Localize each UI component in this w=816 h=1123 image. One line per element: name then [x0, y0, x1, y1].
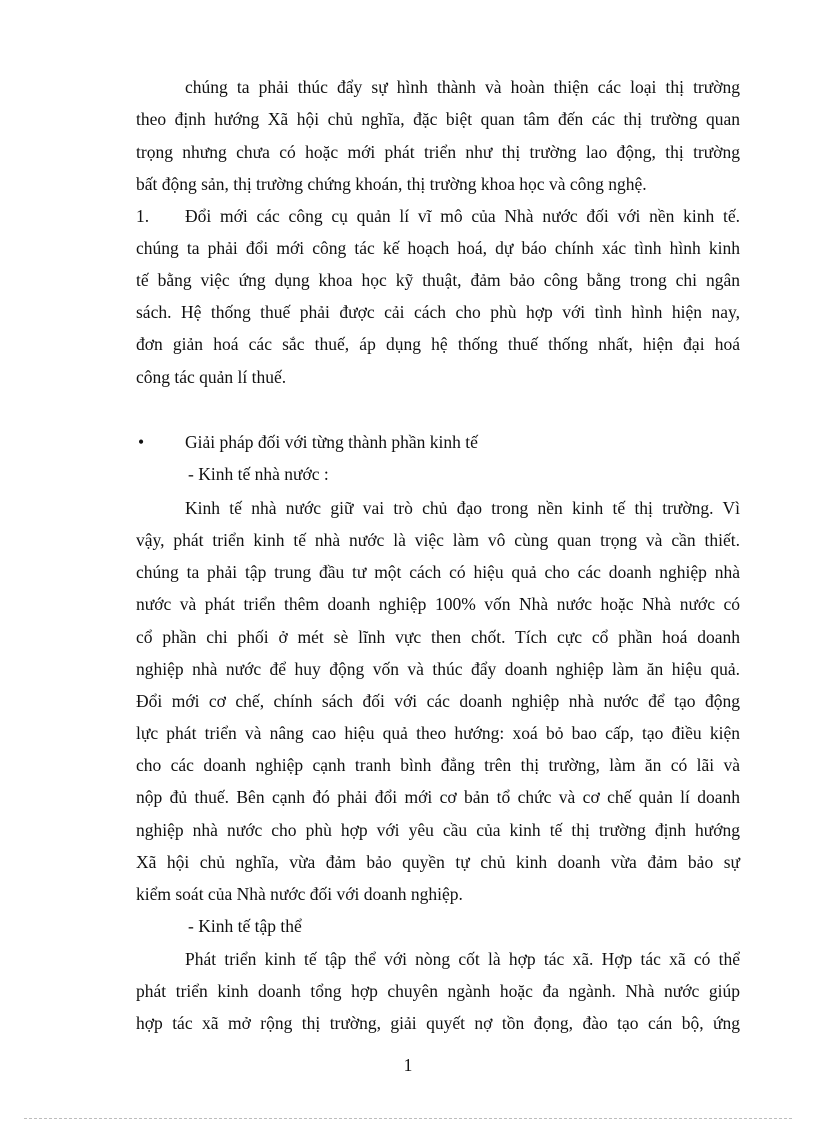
numbered-item-first-line: Đổi mới các công cụ quản lí vĩ mô của Nhà nước đối với nền kinh tế. [185, 206, 740, 226]
section-state-line-5: cổ phần chi phối ở mét sè lĩnh vực then chốt. Tích cực cổ phần hoá doanh [136, 627, 740, 647]
section-collective-line-1: Phát triển kinh tế tập thể với nòng cốt là hợp tác xã. Hợp tác xã có thể [185, 949, 740, 969]
paragraph-1-line-2: theo định hướng Xã hội chủ nghĩa, đặc biệt quan tâm đến các thị trường quan [136, 109, 740, 129]
section-state-line-7: Đổi mới cơ chế, chính sách đối với các doanh nghiệp nhà nước để tạo động [136, 691, 740, 711]
numbered-item-line-4: đơn giản hoá các sắc thuế, áp dụng hệ thống thuế thống nhất, hiện đại hoá [136, 334, 740, 354]
paragraph-1-line-3: trọng nhưng chưa có hoặc mới phát triển như thị trường lao động, thị trường [136, 142, 740, 162]
section-state-line-9: cho các doanh nghiệp cạnh tranh bình đẳng trên thị trường, làm ăn có lãi và [136, 755, 740, 775]
section-collective-line-3: hợp tác xã mở rộng thị trường, giải quyết nợ tồn đọng, đào tạo cán bộ, ứng [136, 1013, 740, 1033]
numbered-item-line-5: công tác quản lí thuế. [136, 367, 287, 387]
section-state-line-6: nghiệp nhà nước để huy động vốn và thúc đẩy doanh nghiệp làm ăn hiệu quả. [136, 659, 740, 679]
section-collective-heading: - Kinh tế tập thể [188, 916, 302, 936]
bullet-marker: • [138, 432, 145, 452]
page-break-rule [24, 1118, 792, 1119]
numbered-item-line-1: chúng ta phải đổi mới công tác kế hoạch hoá, dự báo chính xác tình hình kinh [136, 238, 740, 258]
section-state-line-11: nghiệp nhà nước cho phù hợp với yêu cầu của kinh tế thị trường định hướng [136, 820, 740, 840]
section-collective-line-2: phát triển kinh doanh tổng hợp chuyên ngành hoặc đa ngành. Nhà nước giúp [136, 981, 740, 1001]
section-state-line-4: nước và phát triển thêm doanh nghiệp 100% vốn Nhà nước hoặc Nhà nước có [136, 594, 740, 614]
paragraph-1-line-1: chúng ta phải thúc đẩy sự hình thành và hoàn thiện các loại thị trường [185, 77, 740, 97]
section-state-line-12: Xã hội chủ nghĩa, vừa đảm bảo quyền tự chủ kinh doanh vừa đảm bảo sự [136, 852, 740, 872]
numbered-item-line-2: tế bằng việc ứng dụng khoa học kỹ thuật, đảm bảo công bằng trong chi ngân [136, 270, 740, 290]
page-number: 1 [403, 1055, 413, 1075]
section-state-line-13: kiểm soát của Nhà nước đối với doanh nghiệp. [136, 884, 463, 904]
numbered-item-marker: 1. [136, 206, 150, 226]
section-state-line-10: nộp đủ thuế. Bên cạnh đó phải đổi mới cơ bản tổ chức và cơ chế quản lí doanh [136, 787, 740, 807]
section-state-line-2: vậy, phát triển kinh tế nhà nước là việc làm vô cùng quan trọng và cần thiết. [136, 530, 740, 550]
paragraph-1-line-4: bất động sản, thị trường chứng khoán, thị trường khoa học và công nghệ. [136, 174, 647, 194]
section-state-line-8: lực phát triển và nâng cao hiệu quả theo hướng: xoá bỏ bao cấp, tạo điều kiện [136, 723, 740, 743]
numbered-item-line-3: sách. Hệ thống thuế phải được cải cách cho phù hợp với tình hình hiện nay, [136, 302, 740, 322]
section-state-heading: - Kinh tế nhà nước : [188, 464, 329, 484]
bullet-item-text: Giải pháp đối với từng thành phần kinh tế [185, 432, 478, 452]
section-state-line-1: Kinh tế nhà nước giữ vai trò chủ đạo trong nền kinh tế thị trường. Vì [185, 498, 740, 518]
section-state-line-3: chúng ta phải tập trung đầu tư một cách có hiệu quả cho các doanh nghiệp nhà [136, 562, 740, 582]
